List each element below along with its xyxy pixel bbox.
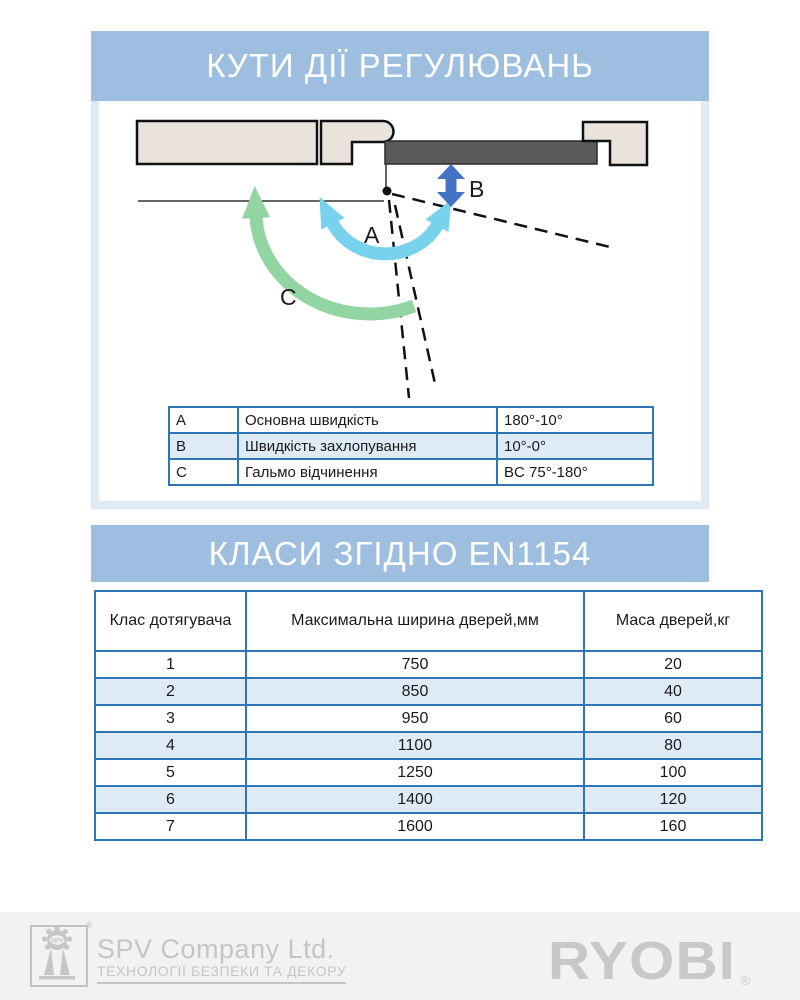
angle-key: A	[169, 407, 238, 433]
cell-max-width: 950	[246, 705, 584, 732]
table-row	[95, 759, 762, 786]
header-class: Клас дотягувача	[95, 591, 246, 651]
cell-max-width: 1600	[246, 813, 584, 840]
dashed-line-near-closed-1	[389, 200, 409, 398]
spv-registered-icon: ®	[86, 920, 93, 930]
table-row	[169, 459, 653, 485]
spv-tagline: ТЕХНОЛОГІЇ БЕЗПЕКИ ТА ДЕКОРУ	[97, 963, 346, 984]
footer	[0, 912, 800, 1000]
arrow-b-double	[437, 164, 465, 207]
angle-value: 180°-10°	[497, 407, 653, 433]
cell-mass: 120	[584, 786, 762, 813]
angles-header-band	[91, 31, 709, 101]
angles-title: КУТИ ДІЇ РЕГУЛЮВАНЬ	[206, 47, 594, 84]
table-row	[95, 678, 762, 705]
table-row	[169, 407, 653, 433]
classes-table	[94, 590, 763, 841]
angle-key: C	[169, 459, 238, 485]
table-row	[95, 786, 762, 813]
ryobi-registered-icon: ®	[740, 973, 751, 988]
ryobi-logo	[548, 931, 751, 991]
angle-name: Основна швидкість	[238, 407, 497, 433]
wall-section	[137, 121, 317, 164]
cell-max-width: 850	[246, 678, 584, 705]
hinge-frame-profile	[321, 121, 394, 164]
pivot-point	[383, 187, 392, 196]
spv-logo-text: SPV	[50, 937, 64, 945]
cell-max-width: 1400	[246, 786, 584, 813]
cell-class: 4	[95, 732, 246, 759]
angle-key: B	[169, 433, 238, 459]
cell-class: 3	[95, 705, 246, 732]
angle-value: BC 75°-180°	[497, 459, 653, 485]
cell-max-width: 1100	[246, 732, 584, 759]
arc-a-arrow	[332, 222, 438, 254]
cell-max-width: 1250	[246, 759, 584, 786]
cell-mass: 100	[584, 759, 762, 786]
table-row	[95, 705, 762, 732]
diagram-label-b: B	[469, 176, 485, 202]
cell-mass: 20	[584, 651, 762, 678]
table-header-row	[95, 591, 762, 651]
header-mass: Маса дверей,кг	[584, 591, 762, 651]
header-max-width: Максимальна ширина дверей,мм	[246, 591, 584, 651]
cell-class: 5	[95, 759, 246, 786]
spv-company-block	[97, 935, 346, 984]
diagram-label-a: A	[364, 222, 380, 248]
open-door-leaf	[385, 141, 597, 164]
angle-name: Швидкість захлопування	[238, 433, 497, 459]
spv-company-name: SPV Company Ltd.	[97, 934, 335, 964]
angle-name: Гальмо відчинення	[238, 459, 497, 485]
cell-max-width: 750	[246, 651, 584, 678]
classes-title: КЛАСИ ЗГІДНО EN1154	[208, 534, 592, 572]
cell-class: 1	[95, 651, 246, 678]
angle-value: 10°-0°	[497, 433, 653, 459]
ryobi-wordmark: RYOBI	[548, 931, 736, 991]
cell-class: 2	[95, 678, 246, 705]
door-closer-angle-diagram	[99, 101, 701, 401]
diagram-label-c: C	[280, 284, 297, 310]
cell-mass: 60	[584, 705, 762, 732]
table-row	[95, 651, 762, 678]
cell-class: 6	[95, 786, 246, 813]
spv-logo	[30, 925, 88, 987]
cell-mass: 160	[584, 813, 762, 840]
classes-header-band	[91, 525, 709, 582]
cell-mass: 40	[584, 678, 762, 705]
table-row	[95, 813, 762, 840]
angles-panel	[91, 31, 709, 509]
cell-class: 7	[95, 813, 246, 840]
table-row	[95, 732, 762, 759]
cell-mass: 80	[584, 732, 762, 759]
angles-panel-body	[99, 101, 701, 501]
spv-badge-icon	[32, 927, 82, 981]
table-row	[169, 433, 653, 459]
angles-table	[168, 406, 654, 486]
